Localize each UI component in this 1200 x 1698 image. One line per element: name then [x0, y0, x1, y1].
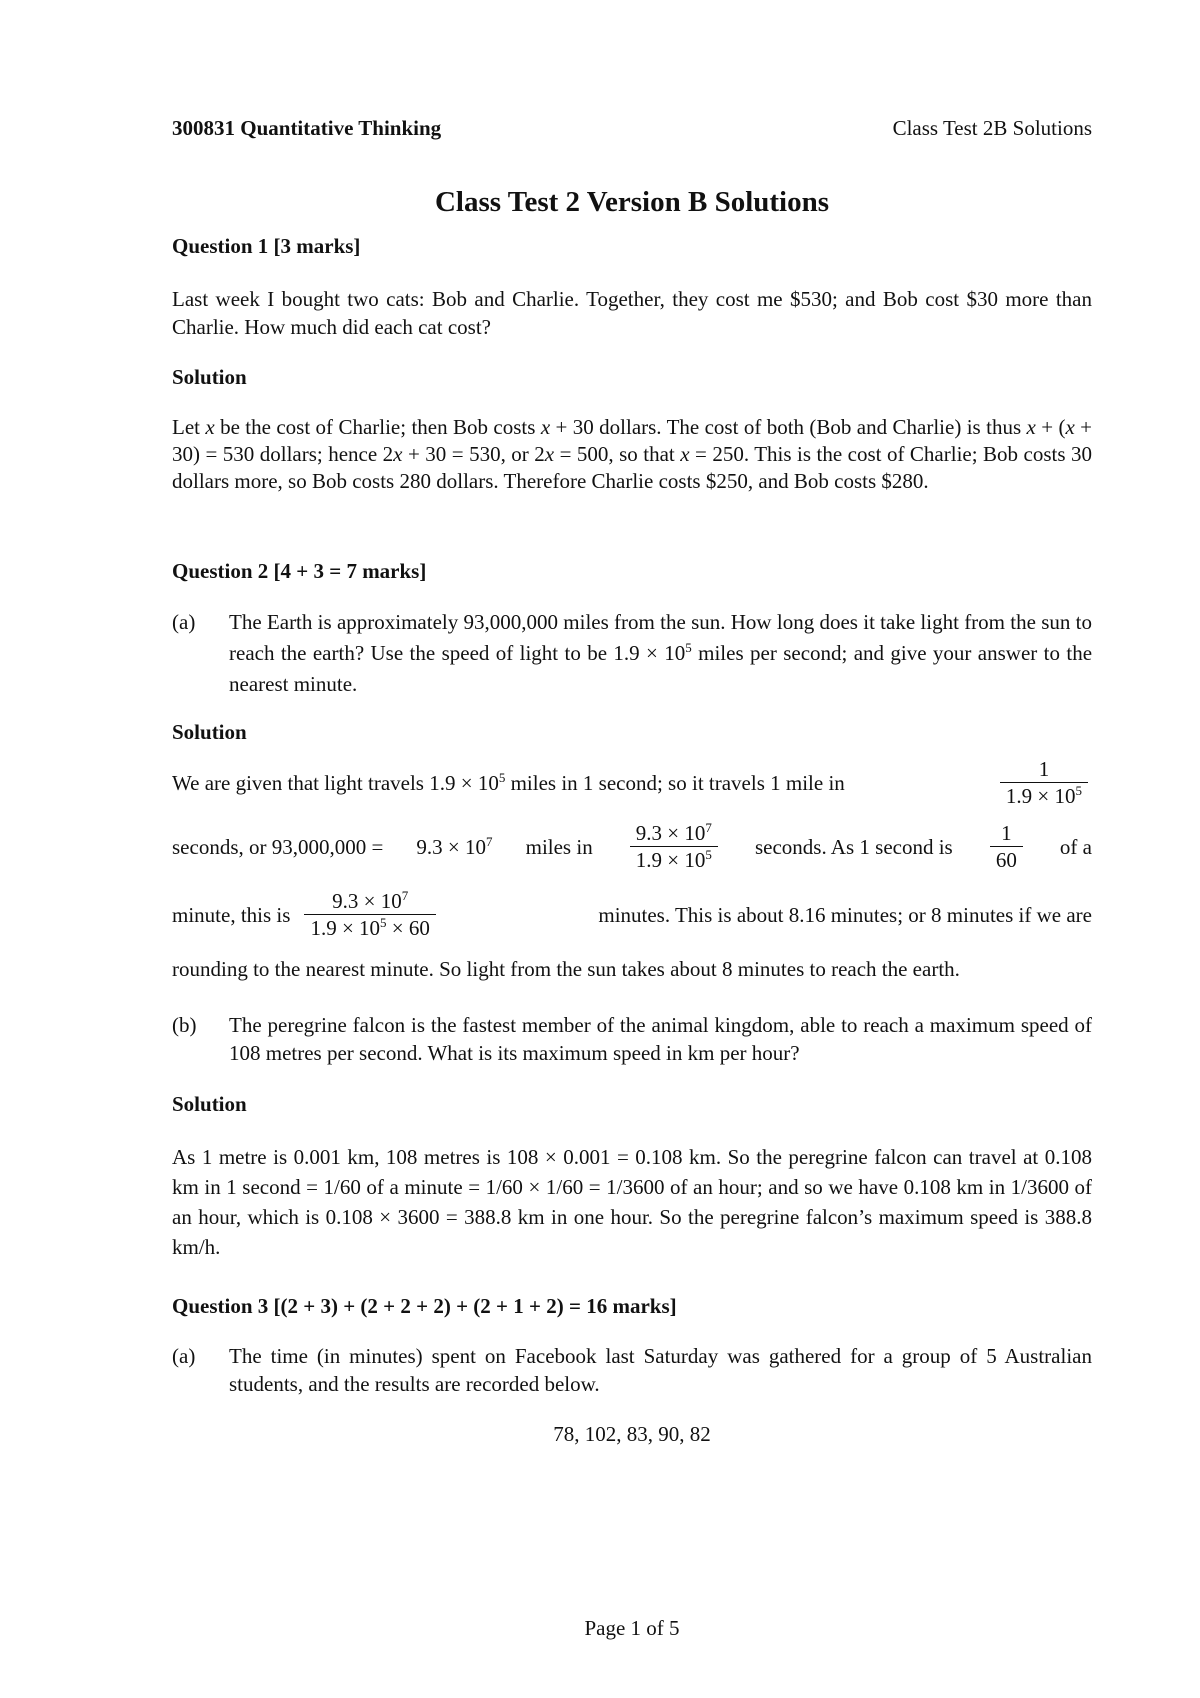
- question-2a-label: (a): [172, 610, 196, 634]
- question-3a: [172, 1342, 1092, 1398]
- question-1-solution-heading: Solution: [172, 365, 247, 389]
- page-header: [172, 114, 1092, 144]
- course-title: 300831 Quantitative Thinking: [172, 116, 442, 140]
- question-2a-solution-heading: Solution: [172, 720, 247, 744]
- question-1-heading: Question 1 [3 marks]: [172, 234, 361, 258]
- solution-2a-line-3: minute, this is $\frac{9.3 \times 10^7}{1.9 \times 10^5 \times 60}$ minutes. This is about 8.16 minutes; or 8 minutes if we are: [172, 888, 1092, 940]
- question-3-heading: Question 3 [(2 + 3) + (2 + 2 + 2) + (2 + 1 + 2) = 16 marks]: [172, 1294, 677, 1318]
- fraction-one-over-sixty: $\frac{1}{60}$: [990, 820, 1023, 873]
- question-2a-text: The Earth is approximately 93,000,000 miles from the sun. How long does it take light from the sun to reach the earth? Use the speed of light to be $1.9 \times 10^5$ miles per second; and give your answer to the nearest minute.: [229, 610, 1093, 696]
- solution-2a-line-1: We are given that light travels $1.9 \times 10^5$ miles in 1 second; so it travels 1 mile in $\frac{1}{1.9 \times 10^5}$: [172, 756, 1092, 809]
- question-2b-text: The peregrine falcon is the fastest member of the animal kingdom, able to reach a maximum speed of 108 metres per second. What is its maximum speed in km per hour?: [229, 1013, 1092, 1065]
- question-3a-text: The time (in minutes) spent on Facebook last Saturday was gathered for a group of 5 Australian students, and the results are recorded below.: [229, 1344, 1092, 1396]
- solution-2a-line-2: seconds, or 93,000,000 = $9.3 \times 10^7$ miles in $\frac{9.3 \times 10^7}{1.9 \times 10^5}$ seconds. As 1 second is $\frac{1}{60}$ of a: [172, 820, 1092, 872]
- solution-2a-line-4: rounding to the nearest minute. So light from the sun takes about 8 minutes to reach the earth.: [172, 957, 960, 981]
- question-1-solution: Let x be the cost of Charlie; then Bob costs x + 30 dollars. The cost of both (Bob and Charlie) is thus x + (x + 30) = 530 dollars; hence 2x + 30 = 530, or 2x = 500, so that x = 250. This is the cost of Charlie; Bob costs 30 dollars more, so Bob costs 280 dollars. Therefore Charlie costs $250, and Bob costs $280.: [172, 415, 1093, 493]
- page-number: Page 1 of 5: [584, 1616, 680, 1640]
- fraction-minutes: $\frac{9.3 \times 10^7}{1.9 \times 10^5 \times 60}$: [304, 888, 435, 941]
- question-2b-label: (b): [172, 1013, 197, 1037]
- question-2a: [172, 607, 1092, 700]
- question-2-heading: Question 2 [4 + 3 = 7 marks]: [172, 559, 427, 583]
- question-3a-label: (a): [172, 1344, 196, 1368]
- fraction-distance-over-speed: $\frac{9.3 \times 10^7}{1.9 \times 10^5}$: [630, 820, 718, 873]
- page-title: Class Test 2 Version B Solutions: [434, 186, 830, 218]
- question-2b-solution-heading: Solution: [172, 1092, 247, 1116]
- document-label: Class Test 2B Solutions: [892, 116, 1092, 140]
- question-2b-solution: As 1 metre is 0.001 km, 108 metres is 108 × 0.001 = 0.108 km. So the peregrine falcon can travel at 0.108 km in 1 second = 1/60 of a minute = 1/60 × 1/60 = 1/3600 of an hour; and so we have 0.108 km in 1/3600 of an hour, which is 0.108 × 3600 = 388.8 km in one hour. So the peregrine falcon’s maximum speed is 388.8 km/h.: [172, 1145, 1092, 1259]
- facebook-time-data: 78, 102, 83, 90, 82: [553, 1422, 711, 1446]
- question-2b: [172, 1011, 1092, 1067]
- question-1-text: Last week I bought two cats: Bob and Charlie. Together, they cost me $530; and Bob cost $30 more than Charlie. How much did each cat cost?: [172, 287, 1092, 339]
- fraction-one-over-speed: $\frac{1}{1.9 \times 10^5}$: [1000, 756, 1088, 809]
